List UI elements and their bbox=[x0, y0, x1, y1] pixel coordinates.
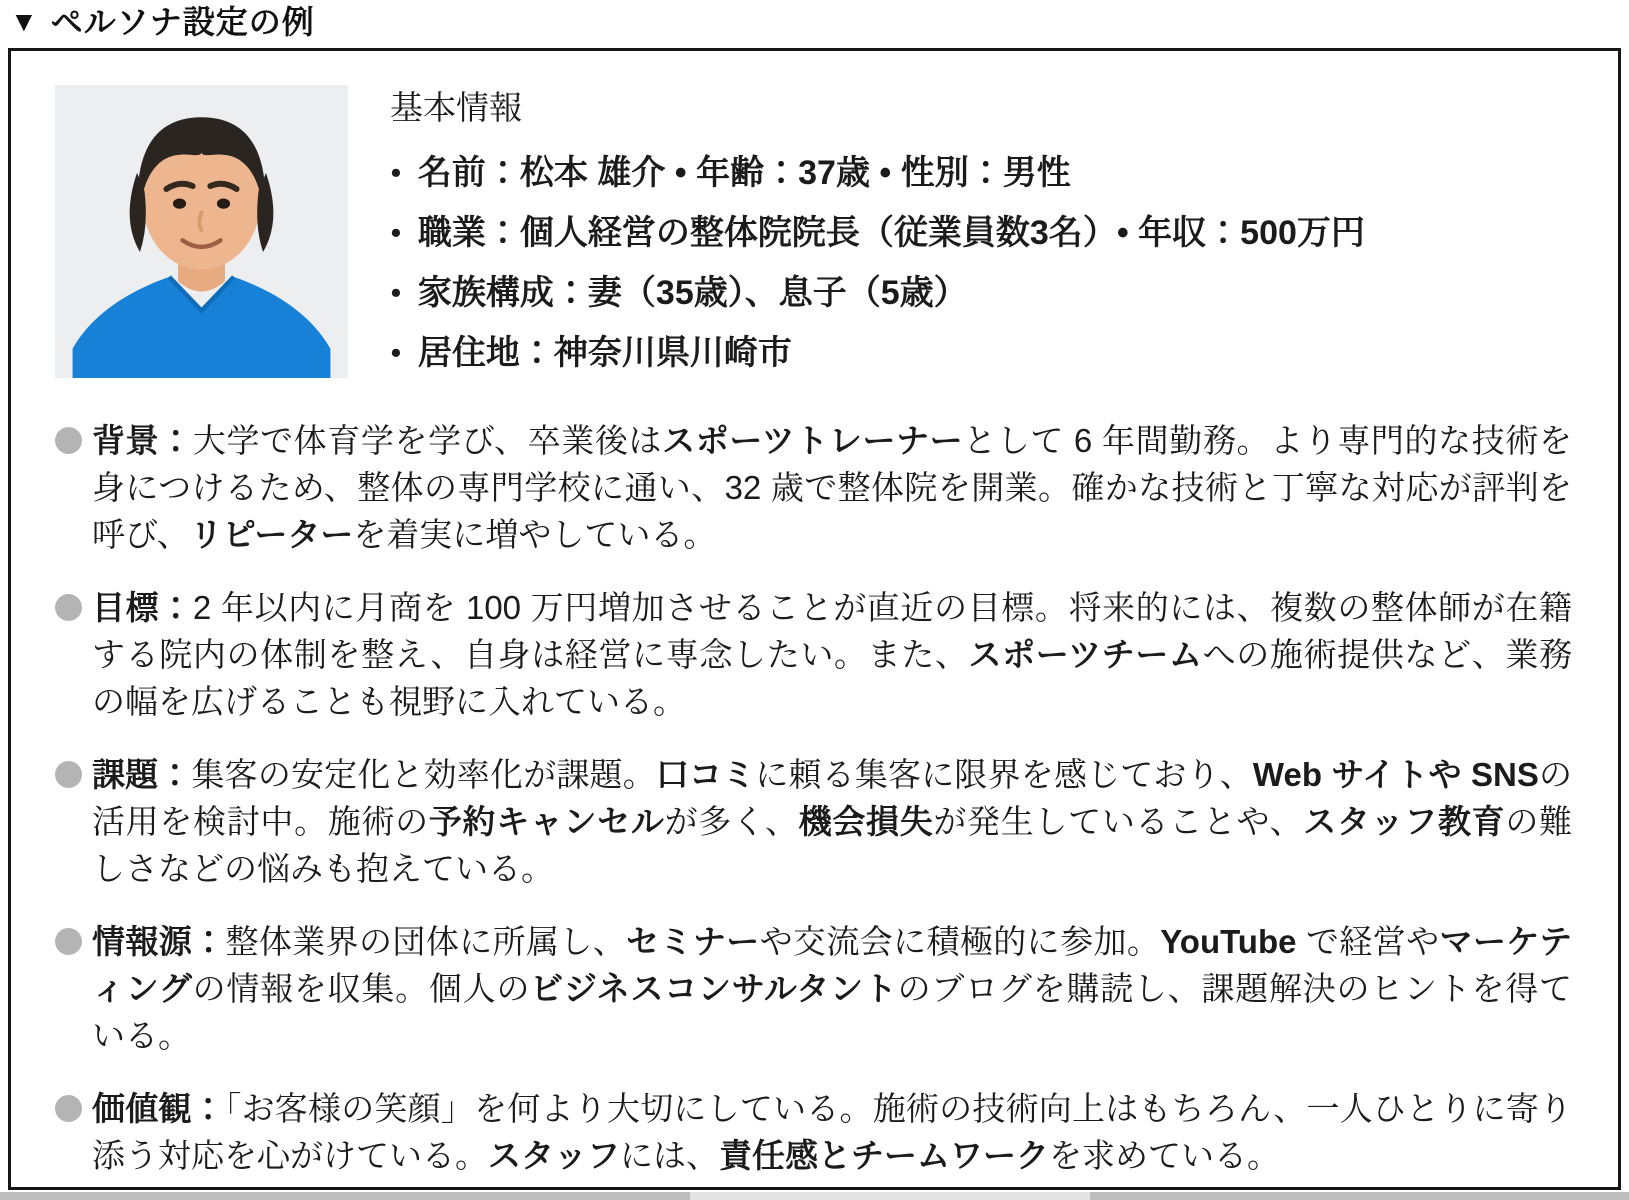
section-bullet-icon bbox=[55, 1095, 82, 1122]
bullet-icon: • bbox=[390, 216, 402, 250]
persona-sections bbox=[55, 417, 1572, 1179]
basic-info-item-family bbox=[388, 263, 1365, 323]
section-label: 課題： bbox=[92, 756, 192, 793]
basic-info-item-residence bbox=[388, 323, 1365, 383]
figure-title-text: ペルソナ設定の例 bbox=[50, 4, 315, 40]
section-challenges bbox=[55, 751, 1572, 892]
basic-info-item-text: 居住地：神奈川県川崎市 bbox=[417, 334, 792, 372]
section-bullet-icon bbox=[55, 928, 82, 955]
section-text: 整体業界の団体に所属し、セミナーや交流会に積極的に参加。YouTube で経営やマーケティングの情報を収集。個人のビジネスコンサルタントのブログを購読し、課題解決のヒントを得ている。 bbox=[92, 923, 1573, 1054]
section-label: 価値観： bbox=[92, 1090, 225, 1127]
basic-info-item-text: 家族構成：妻（35歳）、息子（5歳） bbox=[417, 274, 968, 312]
basic-info-heading: 基本情報 bbox=[390, 89, 522, 126]
section-background bbox=[55, 417, 1572, 558]
bullet-icon: • bbox=[390, 156, 402, 190]
persona-portrait-illustration bbox=[55, 85, 348, 378]
bullet-icon: • bbox=[390, 276, 402, 310]
section-text: 集客の安定化と効率化が課題。口コミに頼る集客に限界を感じており、Web サイトや SNSの活用を検討中。施術の予約キャンセルが多く、機会損失が発生していることや、スタッフ教育の難しさなどの悩みも抱えている。 bbox=[92, 756, 1573, 887]
section-bullet-icon bbox=[55, 761, 82, 788]
figure-title bbox=[10, 0, 315, 44]
section-label: 情報源： bbox=[92, 923, 226, 960]
bullet-icon: • bbox=[390, 336, 402, 370]
profile-row bbox=[55, 85, 1572, 383]
basic-info-item-name bbox=[388, 143, 1365, 203]
basic-info-item-text: 名前：松本 雄介 • 年齢：37歳 • 性別：男性 bbox=[417, 154, 1071, 192]
section-label: 目標： bbox=[92, 589, 193, 626]
section-label: 背景： bbox=[92, 422, 193, 459]
section-text: 2 年以内に月商を 100 万円増加させることが直近の目標。将来的には、複数の整体師が在籍する院内の体制を整え、自身は経営に専念したい。また、スポーツチームへの施術提供など、業務の幅を広げることも視野に入れている。 bbox=[92, 589, 1573, 720]
section-bullet-icon bbox=[55, 427, 82, 454]
persona-photo bbox=[55, 85, 348, 378]
persona-card bbox=[8, 48, 1621, 1190]
section-info-sources bbox=[55, 918, 1572, 1059]
section-bullet-icon bbox=[55, 594, 82, 621]
basic-info-item-text: 職業：個人経営の整体院院長（従業員数3名）• 年収：500万円 bbox=[417, 214, 1365, 252]
next-figure-edge-segment bbox=[690, 1192, 1090, 1200]
section-text: 「お客様の笑顔」を何より大切にしている。施術の技術向上はもちろん、一人ひとりに寄り添う対応を心がけている。スタッフには、責任感とチームワークを求めている。 bbox=[92, 1090, 1573, 1174]
section-text: 大学で体育学を学び、卒業後はスポーツトレーナーとして 6 年間勤務。より専門的な技術を身につけるため、整体の専門学校に通い、32 歳で整体院を開業。確かな技術と丁寧な対応が評判を呼び、リピーターを着実に増やしている。 bbox=[92, 422, 1572, 553]
section-values bbox=[55, 1085, 1572, 1179]
triangle-marker-icon: ▼ bbox=[10, 6, 39, 37]
basic-info bbox=[388, 85, 1365, 383]
section-goals bbox=[55, 584, 1572, 725]
next-figure-edge bbox=[0, 1192, 1629, 1200]
basic-info-item-job bbox=[388, 203, 1365, 263]
